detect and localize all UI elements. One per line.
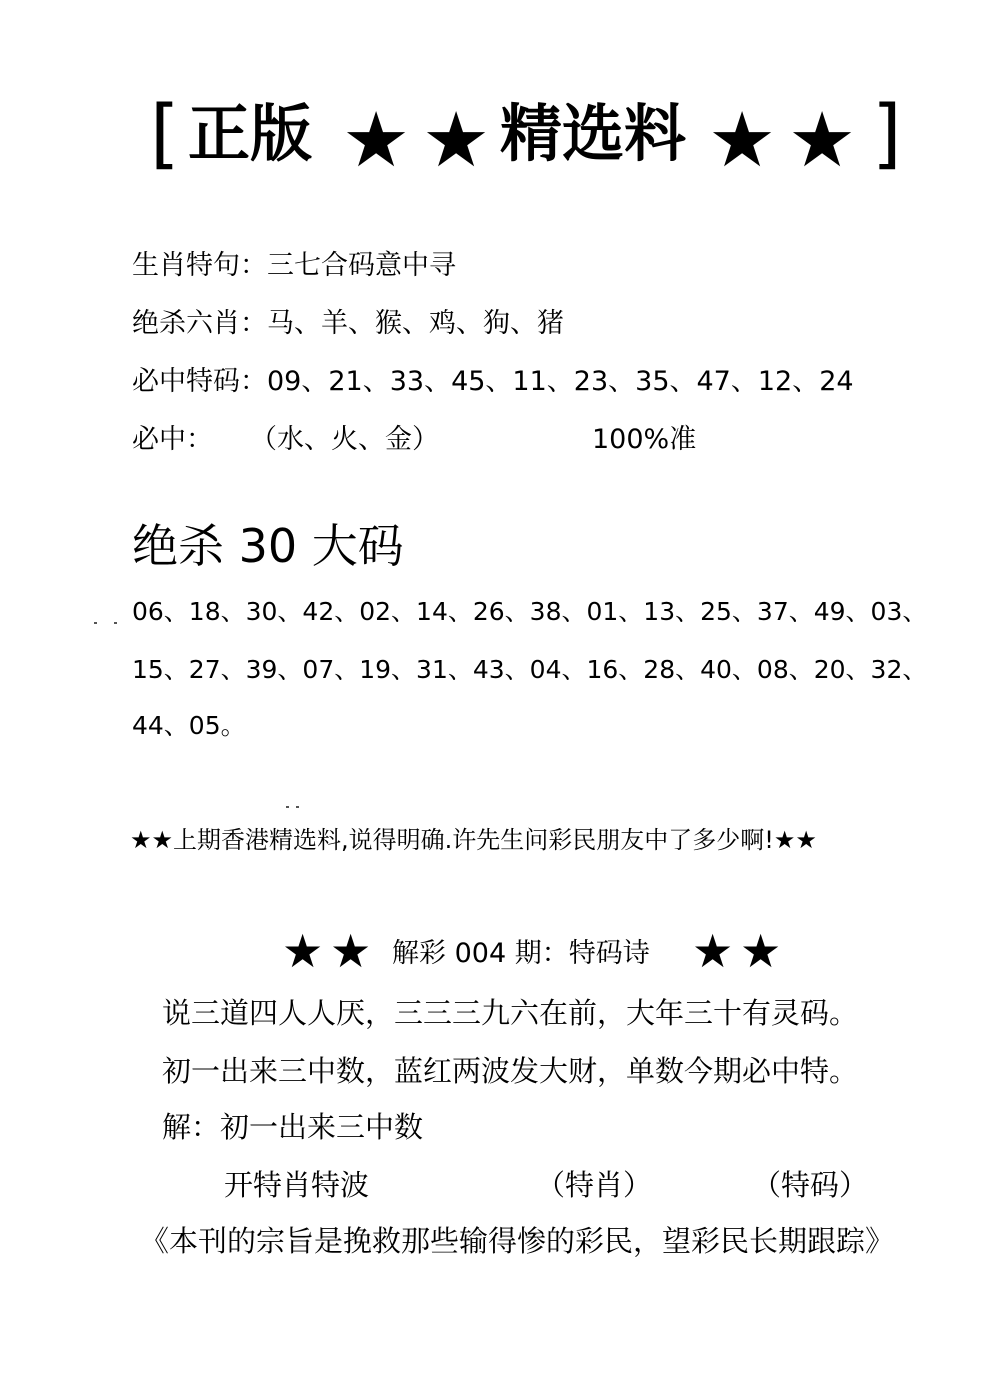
must-hit-numbers: 必中特码：09、21、33、45、11、23、35、47、12、24: [132, 366, 854, 397]
scan-speck: [296, 806, 299, 808]
title-bracket-close: ]: [872, 88, 902, 177]
title-star-2: ★: [422, 95, 491, 184]
title-star-4: ★: [788, 95, 857, 184]
poem-star-2: ★: [330, 924, 372, 978]
must-hit-label: 必中：: [132, 424, 213, 455]
kill-30-numbers-line-3: 44、05。: [132, 711, 246, 740]
kill-six-zodiac: 绝杀六肖：马、羊、猴、鸡、狗、猪: [132, 308, 564, 339]
poem-star-3: ★: [692, 924, 734, 978]
page-title: [150, 88, 910, 188]
special-zodiac-column: （特肖）: [536, 1168, 653, 1202]
accuracy-label: 100%准: [592, 424, 697, 455]
title-star-3: ★: [708, 95, 777, 184]
scan-speck: [94, 622, 97, 624]
publication-motto: 《本刊的宗旨是挽救那些输得惨的彩民，望彩民长期跟踪》: [140, 1224, 895, 1258]
kill-30-heading: 绝杀 30 大码: [132, 519, 404, 573]
poem-star-1: ★: [282, 924, 324, 978]
special-number-column: （特码）: [752, 1168, 869, 1202]
title-part-1: 正版: [188, 97, 313, 170]
zodiac-phrase: 生肖特句：三七合码意中寻: [132, 250, 456, 281]
open-zodiac-wave-label: 开特肖特波: [224, 1168, 370, 1202]
title-bracket-open: [: [150, 88, 180, 177]
title-star-1: ★: [342, 95, 411, 184]
kill-30-numbers-line-2: 15、27、39、07、19、31、43、04、16、28、40、08、20、32、: [132, 655, 928, 684]
scan-speck: [114, 622, 117, 624]
must-hit-elements: （水、火、金）: [250, 424, 439, 455]
poem-star-4: ★: [740, 924, 782, 978]
poem-line-2: 初一出来三中数，蓝红两波发大财，单数今期必中特。: [162, 1054, 859, 1088]
poem-line-1: 说三道四人人厌，三三三九六在前，大年三十有灵码。: [162, 996, 859, 1030]
kill-30-numbers-line-1: 06、18、30、42、02、14、26、38、01、13、25、37、49、03、: [132, 597, 928, 626]
poem-solution: 解：初一出来三中数: [162, 1110, 424, 1144]
previous-issue-notice: ★★上期香港精选料,说得明确.许先生问彩民朋友中了多少啊!★★: [130, 826, 817, 854]
title-part-2: 精选料: [500, 97, 687, 170]
poem-heading: 解彩 004 期：特码诗: [392, 938, 650, 969]
scan-speck: [286, 806, 289, 808]
